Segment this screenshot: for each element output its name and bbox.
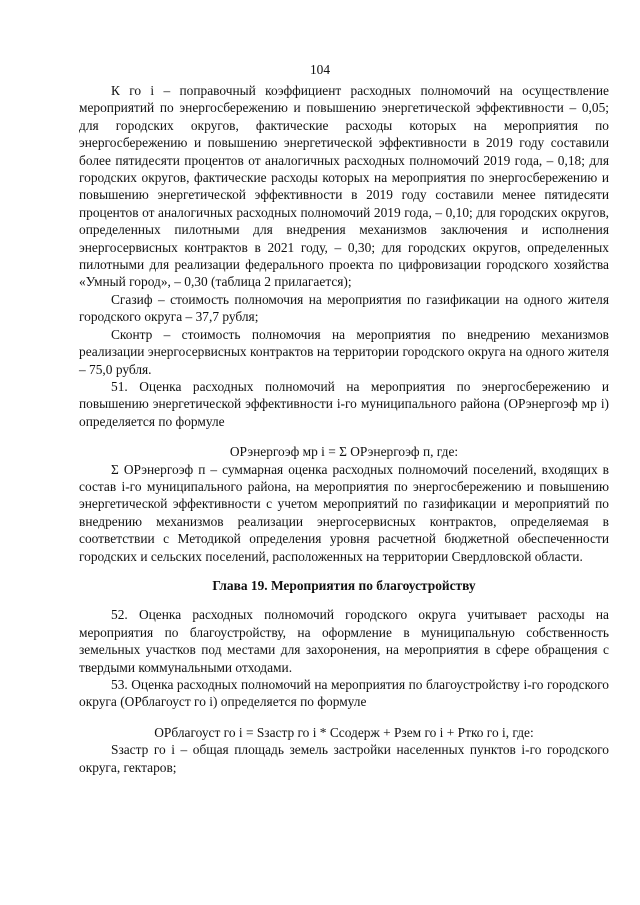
chapter-heading: Глава 19. Мероприятия по благоустройству bbox=[212, 577, 476, 593]
paragraph-item-51: 51. Оценка расходных полномочий на мероприятия по энергосбережению и повышению энергетической эффективности i-го муниципального района (ОРэнергоэф мр i) определяется по формуле bbox=[79, 378, 609, 429]
document-body bbox=[79, 82, 609, 776]
paragraph-s-area: Sзастр го i – общая площадь земель застройки населенных пунктов i-го городского округа, гектаров; bbox=[79, 742, 609, 775]
formula-energy-district: ОРэнергоэф мр i = Σ ОРэнергоэф п, где: bbox=[229, 444, 459, 460]
paragraph-k-coefficient: К го i – поправочный коэффициент расходных полномочий на осуществление мероприятий по энергосбережению и повышению энергетической эффективности – 0,05; для городских округов, фактические расходы которых на мероприятия по энергосбережению и повышению энергетической эффективности в 2019 году составили более пятидесяти процентов от аналогичных расходных полномочий 2019 года, – 0,18; для городских округов, фактические расходы которых на мероприятия по энергосбережению и повышению энергетической эффективности в 2019 году составили менее пятидесяти процентов от аналогичных расходных полномочий 2019 года, – 0,10; для городских округов, определенных пилотными для внедрения механизмов заключения и исполнения энергосервисных контрактов в 2021 году, – 0,30; для городских округов, определенных пилотными для реализации федерального проекта по цифровизации городского хозяйства «Умный город», – 0,30 (таблица 2 прилагается); bbox=[79, 83, 609, 290]
paragraph-sum-settlements: Σ ОРэнергоэф п – суммарная оценка расходных полномочий поселений, входящих в состав i-го муниципального района, на мероприятия по энергосбережению и повышению энергетической эффективности с учетом мероприятий по газификации и мероприятий по внедрению механизмов реализации энергосервисных контрактов, определяемая в соответствии с Методикой определения уровня расчетной бюджетной обеспеченности городских и сельских поселений, расположенных на территории Свердловской области. bbox=[79, 461, 609, 564]
formula-improvement: ОРблагоуст го i = Sзастр го i * Cсодерж + Рзем го i + Ртко го i, где: bbox=[154, 724, 534, 740]
page-number: 104 bbox=[309, 62, 331, 77]
paragraph-gasification-cost: Cгазиф – стоимость полномочия на мероприятия по газификации на одного жителя городского округа – 37,7 рубля; bbox=[79, 291, 609, 325]
paragraph-item-52: 52. Оценка расходных полномочий городского округа учитывает расходы на мероприятия по благоустройству, на оформление в муниципальную собственность земельных участков под местами для захоронения, на мероприятия в сфере обращения с твердыми коммунальными отходами. bbox=[79, 607, 609, 675]
paragraph-item-53: 53. Оценка расходных полномочий на мероприятия по благоустройству i-го городского округа (ОРблагоуст го i) определяется по формуле bbox=[79, 677, 609, 710]
paragraph-energy-contract-cost: Cконтр – стоимость полномочия на мероприятия по внедрению механизмов реализации энергосервисных контрактов на территории городского округа на одного жителя – 75,0 рубля. bbox=[79, 326, 609, 377]
